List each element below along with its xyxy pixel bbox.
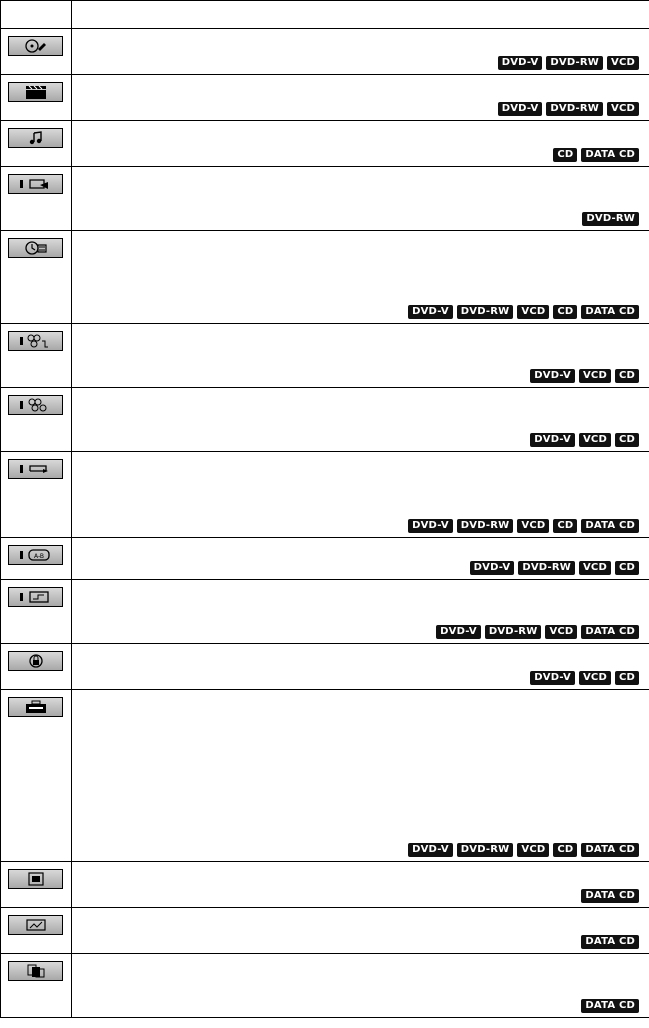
table-row (1, 690, 649, 862)
disc-title-icon (8, 36, 63, 56)
disc-type-badge: VCD (579, 433, 611, 447)
disc-type-badge: VCD (579, 671, 611, 685)
svg-text:A-B: A-B (33, 553, 44, 560)
music-note-icon (8, 128, 63, 148)
table-row (1, 580, 649, 644)
disc-type-badge: DVD-V (530, 671, 575, 685)
disc-type-badge: DVD-RW (518, 561, 575, 575)
disc-type-badge: DVD-RW (546, 56, 603, 70)
disc-type-badge: DVD-V (408, 843, 453, 857)
disc-type-badge: DVD-V (498, 56, 543, 70)
program-play-icon (8, 331, 63, 351)
disc-type-badge: VCD (517, 305, 549, 319)
description-cell (72, 908, 649, 954)
icon-cell (1, 121, 72, 167)
advanced-icon (8, 587, 63, 607)
disc-type-badge: VCD (607, 102, 639, 116)
disc-type-badge: CD (553, 519, 577, 533)
disc-type-badges (581, 935, 639, 949)
disc-type-badge: DVD-V (408, 519, 453, 533)
disc-type-badge: DATA CD (581, 625, 639, 639)
disc-type-badges (530, 369, 639, 383)
table-row (1, 644, 649, 690)
disc-type-badge: DVD-RW (457, 519, 514, 533)
disc-type-badge: CD (615, 433, 639, 447)
icon-cell (1, 452, 72, 538)
disc-type-badge: CD (553, 843, 577, 857)
disc-type-badge: DVD-V (470, 561, 515, 575)
icon-cell (1, 644, 72, 690)
table-row (1, 29, 649, 75)
disc-type-badge: VCD (579, 369, 611, 383)
table-row (1, 862, 649, 908)
description-cell (72, 580, 649, 644)
disc-type-badge: VCD (517, 519, 549, 533)
disc-type-badge: DVD-RW (546, 102, 603, 116)
description-cell (72, 954, 649, 1018)
disc-type-badges (408, 305, 639, 319)
description-cell (72, 121, 649, 167)
disc-type-badge: VCD (579, 561, 611, 575)
original-playlist-icon (8, 174, 63, 194)
table-row (1, 75, 649, 121)
disc-type-badges (581, 889, 639, 903)
disc-type-badge: DVD-V (530, 369, 575, 383)
disc-type-badges (581, 999, 639, 1013)
icon-cell (1, 324, 72, 388)
table-row (1, 538, 649, 580)
disc-type-badge: CD (553, 148, 577, 162)
table-row (1, 452, 649, 538)
description-cell (72, 538, 649, 580)
icon-cell (1, 167, 72, 231)
description-cell (72, 29, 649, 75)
disc-type-badge: DATA CD (581, 843, 639, 857)
parental-lock-icon (8, 651, 63, 671)
disc-type-badge: DVD-V (530, 433, 575, 447)
table-row (1, 324, 649, 388)
disc-type-badge: CD (615, 369, 639, 383)
icon-cell (1, 538, 72, 580)
slide-show-icon (8, 915, 63, 935)
icon-cell (1, 862, 72, 908)
description-cell (72, 388, 649, 452)
description-cell (72, 690, 649, 862)
album-list-icon (8, 961, 63, 981)
shuffle-play-icon (8, 395, 63, 415)
disc-type-badge: DATA CD (581, 935, 639, 949)
disc-type-badges (436, 625, 639, 639)
icon-cell (1, 908, 72, 954)
disc-type-badge: CD (615, 671, 639, 685)
icon-cell (1, 580, 72, 644)
disc-type-badge: DATA CD (581, 148, 639, 162)
disc-type-badge: CD (615, 561, 639, 575)
description-cell (72, 75, 649, 121)
icon-cell (1, 231, 72, 324)
icon-cell (1, 75, 72, 121)
disc-type-badge: DVD-V (498, 102, 543, 116)
table-row (1, 908, 649, 954)
description-cell (72, 644, 649, 690)
disc-type-badges (498, 102, 639, 116)
disc-type-badge: DVD-RW (485, 625, 542, 639)
disc-type-badge: DVD-V (408, 305, 453, 319)
disc-type-badge: VCD (545, 625, 577, 639)
picture-navigation-icon (8, 869, 63, 889)
disc-type-badge: DVD-RW (457, 843, 514, 857)
table-row (1, 388, 649, 452)
disc-type-badge: DVD-RW (457, 305, 514, 319)
disc-type-badge: DVD-RW (582, 212, 639, 226)
disc-type-badges (470, 561, 639, 575)
disc-type-badges (582, 212, 639, 226)
table-row (1, 167, 649, 231)
icon-cell (1, 388, 72, 452)
table-row (1, 954, 649, 1018)
disc-type-badge: DATA CD (581, 305, 639, 319)
time-text-icon (8, 238, 63, 258)
a-b-repeat-icon (8, 545, 63, 565)
description-cell (72, 452, 649, 538)
disc-type-badge: VCD (517, 843, 549, 857)
table-row (1, 231, 649, 324)
description-cell (72, 862, 649, 908)
header-icon-column (1, 1, 72, 29)
table-row (1, 121, 649, 167)
setup-toolbox-icon (8, 697, 63, 717)
disc-type-badge: DATA CD (581, 999, 639, 1013)
disc-type-badges (498, 56, 639, 70)
disc-type-badges (530, 433, 639, 447)
description-cell (72, 167, 649, 231)
header-item-column (72, 1, 649, 29)
icon-cell (1, 29, 72, 75)
disc-type-badges (530, 671, 639, 685)
disc-type-badge: DATA CD (581, 889, 639, 903)
disc-type-badge: DATA CD (581, 519, 639, 533)
disc-type-badge: DVD-V (436, 625, 481, 639)
disc-type-badge: CD (553, 305, 577, 319)
icon-cell (1, 954, 72, 1018)
header-row (1, 1, 649, 29)
disc-type-badges (408, 843, 639, 857)
icon-cell (1, 690, 72, 862)
description-cell (72, 324, 649, 388)
disc-type-badge: VCD (607, 56, 639, 70)
disc-type-badges (408, 519, 639, 533)
description-cell (72, 231, 649, 324)
repeat-play-icon (8, 459, 63, 479)
clapperboard-icon (8, 82, 63, 102)
disc-type-badges (553, 148, 639, 162)
